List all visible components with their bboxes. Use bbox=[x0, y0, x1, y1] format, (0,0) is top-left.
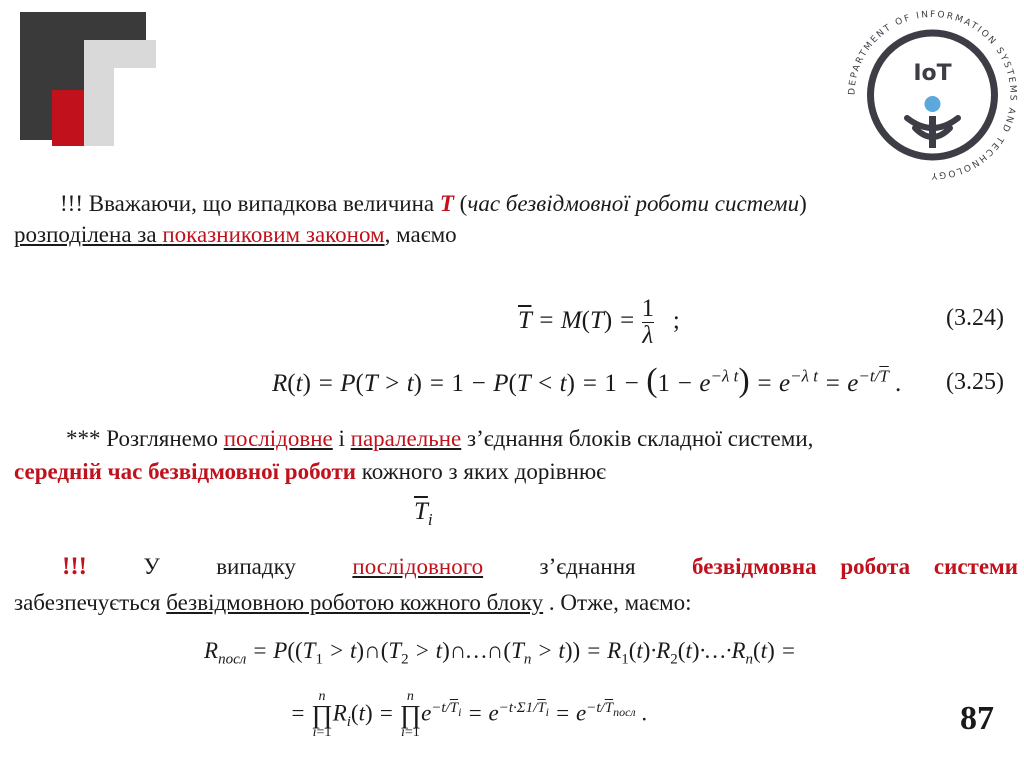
para1-line1: !!! Вважаючи, що випадкова величина T (час безвідмовної роботи системи) bbox=[60, 191, 807, 216]
para2-line1: *** Розглянемо послідовне і паралельне з’єднання блоків складної системи, bbox=[66, 426, 814, 451]
formula-3-24: $\overline{T} = M(T)$ = $\frac{1}{\lambda}$ ; bbox=[518, 295, 680, 349]
para2-line2: середній час безвідмовної роботи кожного з яких дорівнює bbox=[14, 459, 607, 484]
para3-line2: забезпечується безвідмовною роботою кожного блоку . Отже, маємо: bbox=[14, 590, 692, 615]
page-number: 87 bbox=[960, 700, 994, 737]
serial-connection-link[interactable]: послідовного bbox=[352, 554, 484, 579]
formula-t-i: $\overline{T}_i$ bbox=[414, 498, 433, 529]
logo-ring-text: DEPARTMENT OF INFORMATION SYSTEMS AND TECHNOLOGY bbox=[847, 9, 1018, 181]
parallel-link[interactable]: паралельне bbox=[350, 426, 462, 451]
formula-rposl-line1: $R_{посл} = P((T_1$ > $t)\cap(T_2$ > $t)\cap\dots\cap(T_n > t)$) = $R_1(t)\cdot R_2(t)\cdot\dots\cdot R_n(t)$ = bbox=[204, 638, 797, 668]
serial-link[interactable]: послідовне bbox=[223, 426, 333, 451]
var-T: T bbox=[439, 191, 454, 216]
formula-rposl-line2: = n ∏ i=1 $R_i(t)$ = n ∏ i=1 $e^{-t/\overline{T}_i} = e^{-t\cdot\Sigma 1/\overline{T}_i} = e^{-t/\overline{T}_{посл}}$ . bbox=[290, 689, 648, 740]
ft-logo bbox=[20, 12, 156, 146]
formula-3-25-number: (3.25) bbox=[946, 369, 1004, 395]
para1-line2: розподілена за показниковим законом, маємо bbox=[14, 222, 457, 247]
formula-3-24-number: (3.24) bbox=[946, 305, 1004, 331]
iot-department-logo bbox=[845, 6, 1020, 184]
iot-title: IoT bbox=[913, 61, 952, 86]
exponential-law-link[interactable]: показниковим законом bbox=[162, 222, 385, 247]
para3-line1: !!! У випадку послідовного з’єднання безвідмовна робота системи bbox=[62, 553, 1018, 580]
formula-3-25: $R(t) = P(T > t) = 1 - P(T < t) = 1 - (1 - e^{-\lambda t}) = e^{-\lambda t} = e^{-t/\overline{T}}$ . bbox=[272, 362, 902, 399]
